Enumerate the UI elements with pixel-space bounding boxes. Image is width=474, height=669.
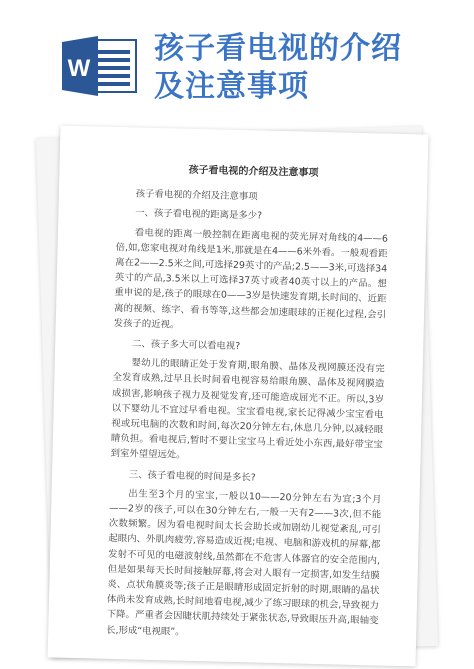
page-title — [154, 30, 402, 106]
page-title-line-1: 孩子看电视的介绍 — [154, 31, 402, 66]
document-paragraph: 婴幼儿的眼睛正处于发育期,眼角膜、晶体及视网膜还没有完全发育成熟,过早且长时间看电视容易给眼角膜、晶体及视网膜造成损害,影响孩子视力及视觉发育,还可能造成屈光不正。所以,3岁以下婴幼儿不宜过早看电视。宝宝看电视,家长记得减少宝宝看电视或玩电脑的次数和时间,每次20分钟左右,休息几分钟,以减轻眼睛负担。看电视后,暂时不要让宝宝马上看近处小东西,最好带宝宝到室外望望远处。 — [110, 357, 385, 462]
header — [0, 0, 474, 118]
page-title-line-2: 及注意事项 — [154, 69, 309, 104]
document-paragraph: 看电视的距离一般控制在距离电视的荧光屏对角线的4——6倍,如,您家电视对角线是1米,那就是在4——6米外看。一般观看距离在2——2.5米之间,可选择29英寸的产品;2.5——3米,可选择34英寸的产品,3.5米以上可选择37英寸或者40英寸以上的产品。想重申说的是,孩子的眼球在0——3岁是快速发育期,长时间的、近距离的视频、练字、看书等等,这些都会加速眼球的正视化过程,会引发孩子的近视。 — [113, 227, 389, 331]
section-heading: 三、孩子看电视的时间是多长? — [128, 469, 256, 484]
document-paragraph: 孩子看电视的介绍及注意事项 — [135, 188, 258, 203]
section-heading: 一、孩子看电视的距离是多少? — [135, 207, 263, 222]
word-document-icon — [62, 36, 138, 96]
svg-text:W: W — [67, 55, 91, 82]
section-heading: 二、孩子多大可以看电视? — [131, 338, 241, 353]
document-title: 孩子看电视的介绍及注意事项 — [188, 164, 319, 179]
document-page — [48, 126, 429, 667]
document-paragraph: 出生至3个月的宝宝,一般以10——20分钟左右为宜;3个月——2岁的孩子,可以在30分钟左右,一般一天有2——3次,但不能次数频繁。因为看电视时间太长会助长或加剧幼儿视觉紊乱,可引起眼内、外肌肉疲劳,容易造成近视;电视、电脑和游戏机的屏幕,都发射不可见的电磁波射线,虽然都在不危害人体器官的安全范围内,但是如果每天长时间接触屏幕,将会对人眼有一定损害,如发生结膜炎、点状角膜炎等;孩子正是眼睛形成固定折射的时期,眼睛的晶状体尚未发育成熟,长时间地看电视,减少了练习眼球的机会,导致视力下降。严重者会因睫状肌持续处于紧张状态,导致眼压升高,眼轴变长,形成“电视眼”。 — [106, 488, 382, 638]
